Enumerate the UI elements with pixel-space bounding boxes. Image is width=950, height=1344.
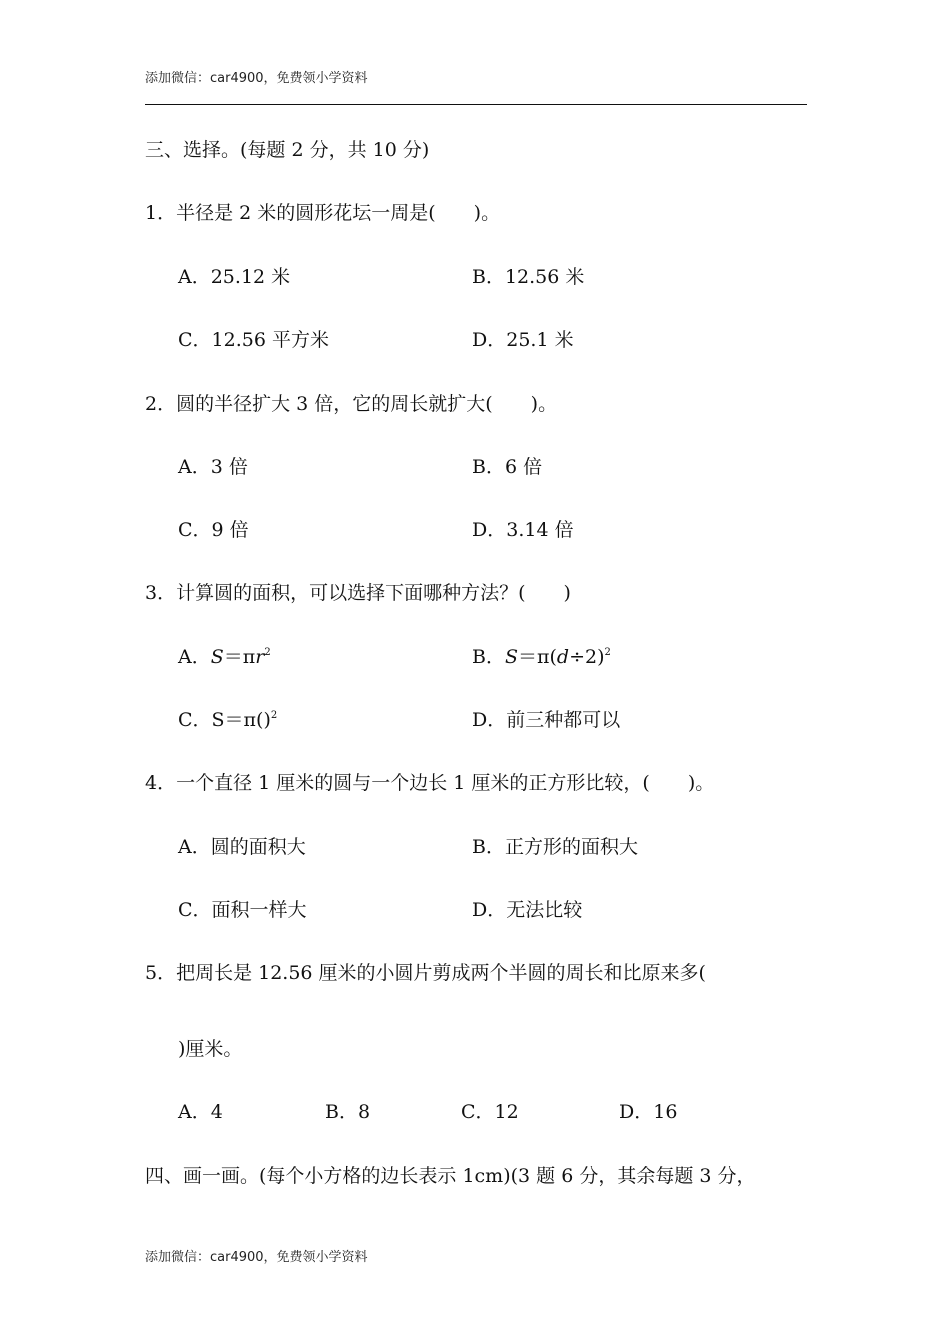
q2-option-d: D．3.14 倍 — [472, 519, 574, 541]
q4-option-b: B．正方形的面积大 — [472, 836, 638, 858]
question-1-stem: 1．半径是 2 米的圆形花坛一周是( )。 — [145, 202, 501, 224]
page-footer: 添加微信：car4900，免费领小学资料 — [145, 1250, 368, 1265]
header-divider — [145, 104, 807, 105]
q2-option-a: A．3 倍 — [178, 456, 248, 478]
q4-option-c: C．面积一样大 — [178, 899, 307, 921]
question-4-stem: 4．一个直径 1 厘米的圆与一个边长 1 厘米的正方形比较，( )。 — [145, 772, 715, 794]
q3-option-d: D．前三种都可以 — [472, 709, 621, 731]
q1-option-a: A．25.12 米 — [178, 266, 291, 288]
question-3-stem: 3．计算圆的面积，可以选择下面哪种方法？( ) — [145, 582, 571, 604]
q1-option-d: D．25.1 米 — [472, 329, 574, 351]
q2-option-b: B．6 倍 — [472, 456, 543, 478]
q4-option-d: D．无法比较 — [472, 899, 583, 921]
q3-option-a: A．$S=\pi r^2$ — [178, 646, 271, 668]
q5-option-a: A．4 — [178, 1101, 223, 1123]
q2-option-c: C．9 倍 — [178, 519, 249, 541]
section-4-title: 四、画一画。(每个小方格的边长表示 1cm)(3 题 6 分，其余每题 3 分， — [145, 1165, 756, 1187]
question-2-stem: 2．圆的半径扩大 3 倍，它的周长就扩大( )。 — [145, 393, 558, 415]
question-5-stem: 5．把周长是 12.56 厘米的小圆片剪成两个半圆的周长和比原来多( — [145, 962, 706, 984]
page-header: 添加微信：car4900，免费领小学资料 — [145, 71, 368, 86]
q3-option-b: B．$S=\pi(d\div 2)^2$ — [472, 646, 611, 668]
q5-option-c: C．12 — [461, 1101, 519, 1123]
q1-option-b: B．12.56 米 — [472, 266, 585, 288]
question-5-stem-continued: )厘米。 — [178, 1038, 243, 1060]
q5-option-b: B．8 — [325, 1101, 371, 1123]
q1-option-c: C．12.56 平方米 — [178, 329, 329, 351]
q5-option-d: D．16 — [619, 1101, 678, 1123]
q3-option-c: C．S＝π()$^2$ — [178, 709, 278, 731]
q4-option-a: A．圆的面积大 — [178, 836, 306, 858]
section-3-title: 三、选择。(每题 2 分，共 10 分) — [145, 139, 430, 161]
